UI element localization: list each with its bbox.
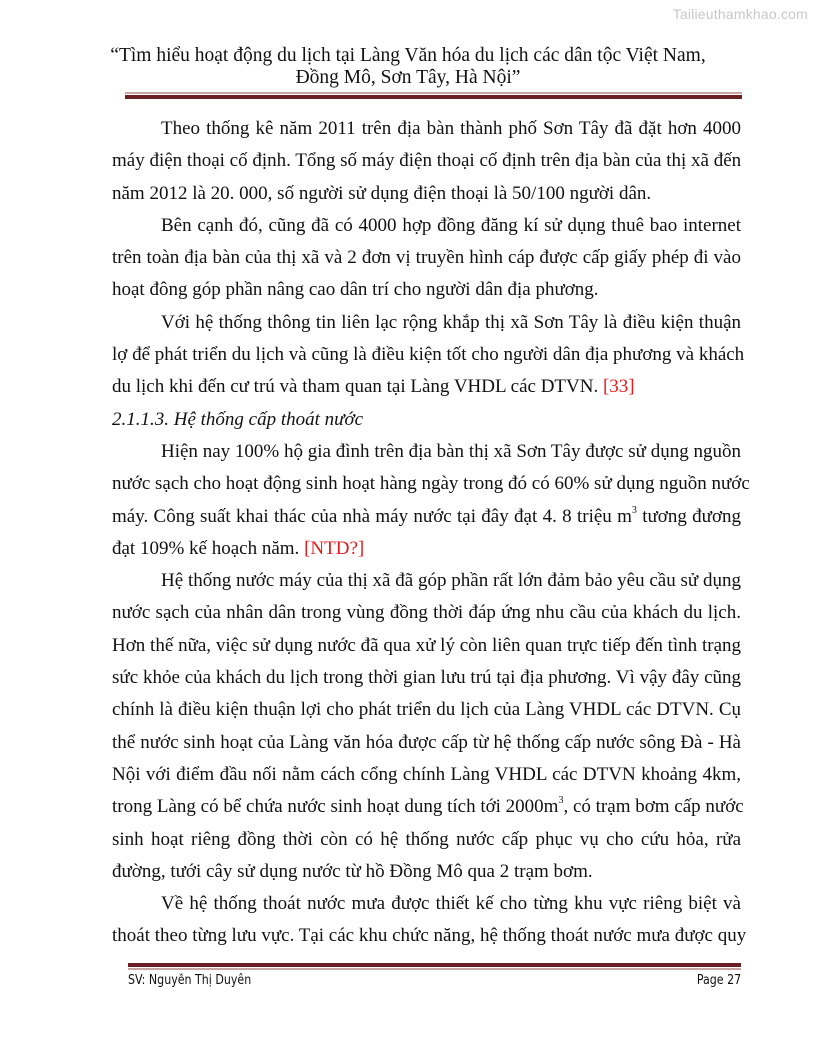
text-run: sức khỏe của khách du lịch trong thời gian lưu trú tại địa phương. Vì vậy đây cũng bbox=[112, 667, 741, 689]
text-line bbox=[112, 468, 750, 500]
text-run: du lịch khi đến cư trú và tham quan tại Làng VHDL các DTVN. bbox=[112, 376, 603, 398]
footer-page-number: Page 27 bbox=[696, 973, 741, 988]
text-run: nước sạch của nhân dân trong vùng đồng thời đáp ứng nhu cầu của khách du lịch. bbox=[112, 602, 741, 624]
header-title-line-2: Đồng Mô, Sơn Tây, Hà Nội” bbox=[295, 67, 521, 88]
text-run: Với hệ thống thông tin liên lạc rộng khắp thị xã Sơn Tây là điều kiện thuận bbox=[161, 311, 741, 333]
text-line bbox=[112, 694, 741, 726]
text-run: Nội với điểm đầu nối nằm cách cổng chính Làng VHDL các DTVN khoảng 4km, bbox=[112, 763, 741, 785]
text-line bbox=[112, 371, 741, 403]
header-rule bbox=[125, 92, 742, 99]
text-line bbox=[112, 113, 741, 145]
text-run: máy điện thoại cố định. Tổng số máy điện thoại cố định trên địa bàn của thị xã đến bbox=[112, 150, 742, 172]
text-run: Hiện nay 100% hộ gia đình trên địa bàn thị xã Sơn Tây được sử dụng nguồn bbox=[161, 440, 741, 462]
text-run: trong Làng có bể chứa nước sinh hoạt dung tích tới 2000m bbox=[112, 796, 559, 818]
text-line bbox=[112, 791, 744, 823]
paragraph bbox=[112, 210, 741, 307]
text-line bbox=[112, 824, 741, 856]
citation-reference: [33] bbox=[602, 376, 635, 398]
text-run: hoạt đông góp phần nâng cao dân trí cho người dân địa phương. bbox=[112, 279, 599, 301]
text-line bbox=[112, 436, 741, 468]
paragraph bbox=[112, 307, 745, 404]
text-line bbox=[112, 759, 741, 791]
footer-rule bbox=[128, 963, 741, 970]
footer-student-name: SV: Nguyễn Thị Duyên bbox=[128, 973, 252, 988]
section-heading bbox=[112, 404, 741, 436]
text-run: Bên cạnh đó, cũng đã có 4000 hợp đồng đăng kí sử dụng thuê bao internet bbox=[161, 214, 741, 236]
watermark: Tailieuthamkhao.com bbox=[672, 6, 808, 22]
citation-reference: [NTD?] bbox=[304, 537, 365, 559]
text-line bbox=[112, 178, 741, 210]
running-header bbox=[100, 45, 716, 89]
text-run: nước sạch cho hoạt động sinh hoạt hàng ngày trong đó có 60% sử dụng nguồn nước bbox=[112, 473, 750, 495]
text-line bbox=[112, 404, 741, 436]
superscript: 3 bbox=[558, 795, 564, 807]
paragraph bbox=[112, 888, 747, 953]
text-run: máy. Công suất khai thác của nhà máy nước tại đây đạt 4. 8 triệu m bbox=[112, 505, 632, 527]
text-line bbox=[112, 727, 741, 759]
text-run: đường, tưới cây sử dụng nước từ hồ Đồng Mô qua 2 trạm bơm. bbox=[112, 860, 593, 882]
text-run: đạt 109% kế hoạch năm. bbox=[112, 537, 305, 559]
text-line bbox=[112, 339, 745, 371]
header-title-line-1: “Tìm hiểu hoạt động du lịch tại Làng Văn hóa du lịch các dân tộc Việt Nam, bbox=[110, 45, 706, 66]
text-line bbox=[112, 274, 741, 306]
text-line bbox=[112, 856, 741, 888]
text-line bbox=[112, 210, 741, 242]
paragraph bbox=[112, 565, 744, 888]
superscript: 3 bbox=[631, 504, 637, 516]
text-line bbox=[112, 565, 741, 597]
text-run: sinh hoạt riêng đồng thời còn có hệ thống nước cấp phục vụ cho cứu hỏa, rửa bbox=[112, 828, 741, 850]
text-run: Về hệ thống thoát nước mưa được thiết kế cho từng khu vực riêng biệt và bbox=[161, 893, 741, 915]
text-run: 2.1.1.3. Hệ thống cấp thoát nước bbox=[112, 408, 364, 430]
text-run: thể nước sinh hoạt của Làng văn hóa được cấp từ hệ thống cấp nước sông Đà - Hà bbox=[112, 731, 741, 753]
text-run: năm 2012 là 20. 000, số người sử dụng điện thoại là 50/100 người dân. bbox=[112, 182, 652, 204]
text-line bbox=[112, 920, 747, 952]
text-run: lợ để phát triển du lịch và cũng là điều kiện tốt cho người dân địa phương và khách bbox=[112, 344, 745, 366]
text-line bbox=[112, 888, 741, 920]
text-line bbox=[112, 630, 741, 662]
text-run: chính là điều kiện thuận lợi cho phát triển du lịch của Làng VHDL các DTVN. Cụ bbox=[112, 699, 741, 721]
text-run: Hệ thống nước máy của thị xã đã góp phần rất lớn đảm bảo yêu cầu sử dụng bbox=[161, 570, 741, 592]
document-body bbox=[112, 113, 750, 953]
text-line bbox=[112, 145, 741, 177]
text-line bbox=[112, 501, 741, 533]
text-line bbox=[112, 533, 741, 565]
text-line bbox=[112, 242, 741, 274]
text-run: , có trạm bơm cấp nước bbox=[563, 796, 744, 818]
text-line bbox=[112, 597, 741, 629]
text-line bbox=[112, 307, 741, 339]
text-run: Theo thống kê năm 2011 trên địa bàn thành phố Sơn Tây đã đặt hơn 4000 bbox=[161, 118, 741, 139]
text-run: trên toàn địa bàn của thị xã và 2 đơn vị truyền hình cáp được cấp giấy phép đi vào bbox=[112, 247, 741, 269]
text-run: Hơn thế nữa, việc sử dụng nước đã qua xử lý còn liên quan trực tiếp đến tình trạng bbox=[112, 634, 741, 656]
text-run: thoát theo từng lưu vực. Tại các khu chức năng, hệ thống thoát nước mưa được quy bbox=[112, 925, 747, 947]
text-line bbox=[112, 662, 741, 694]
paragraph bbox=[112, 436, 750, 565]
paragraph bbox=[112, 113, 741, 210]
text-run: tương đương bbox=[636, 505, 741, 527]
